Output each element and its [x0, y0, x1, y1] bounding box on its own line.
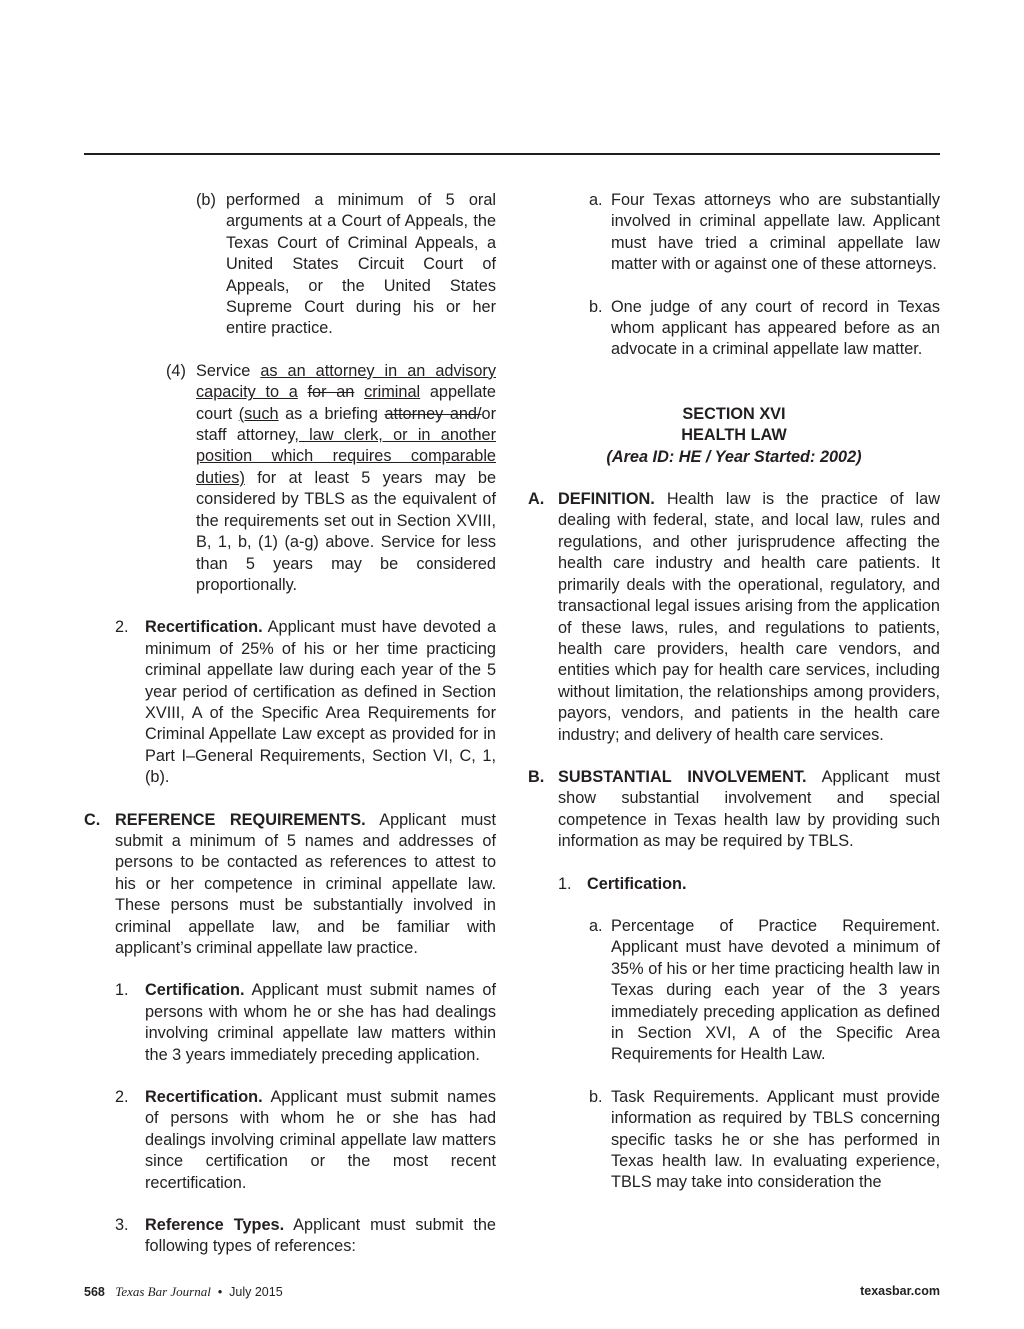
footer-left: [84, 1284, 283, 1300]
underlined-insertion: (such: [238, 404, 279, 423]
para-b-substantial-involvement: [528, 767, 940, 853]
struck-deletion: for an: [307, 383, 355, 402]
marker: (b): [196, 191, 216, 209]
para-2-recertification: [84, 617, 496, 788]
underlined-insertion: criminal: [364, 383, 421, 402]
para-text: One judge of any court of record in Texas whom applicant has appeared before as an advocate in a criminal appellate law matter.: [611, 297, 940, 359]
para-b-task-requirements: [528, 1087, 940, 1194]
footer-separator: •: [217, 1285, 223, 1299]
para-text: Percentage of Practice Requirement. Applicant must have devoted a minimum of 35% of his or her time practicing health law in Texas during each year of the 3 years immediately preceding application as defined in Section XVI, A of the Specific Area Requirements for Health Law.: [611, 916, 940, 1064]
para-text: Applicant must submit names of persons with whom he or she has had dealings involving criminal appellate law matters since certification or the most recent recertification.: [145, 1088, 496, 1192]
para-text: Applicant must submit the following types of references:: [145, 1216, 496, 1256]
para-b-one-judge: [528, 297, 940, 361]
text: as a briefing: [278, 404, 385, 423]
para-a-percentage-of-practice: [528, 916, 940, 1066]
para-title: Certification.: [145, 981, 245, 1000]
marker: 2.: [115, 618, 129, 637]
text: [354, 383, 364, 401]
para-title: Recertification.: [145, 618, 263, 637]
left-column: [84, 190, 496, 1258]
para-text: Health law is the practice of law dealing with federal, state, and local law, rules and regulations, and other jurisprudence affecting the health care industry and health care patients. It primarily deals with the operational, regulatory, and transactional legal issues arising from the application of these laws, rules, and regulations to patients, health care providers, health care vendors, and entities which pay for health care services, including without limitation, the relationships among providers, payors, vendors, and patients in the health care industry; and delivery of health care services.: [558, 490, 940, 744]
para-text: Task Requirements. Applicant must provide information as required by TBLS concerning specific tasks he or she has performed in Texas health law. In evaluating experience, TBLS may take into consideration the: [611, 1087, 940, 1192]
text: or staff attorney: [196, 404, 496, 445]
para-text: Applicant must have devoted a minimum of 25% of his or her time practicing criminal appellate law during each year of the 5 year period of certification as defined in Section XVIII, A of the Specific Area Requirements for Criminal Appellate Law except as provided for in Part I–General Requirements, Section VI, C, 1, (b).: [145, 618, 496, 787]
para-3-reference-types: [84, 1215, 496, 1258]
website-link[interactable]: texasbar.com: [860, 1284, 940, 1298]
para-1-certification: [84, 980, 496, 1066]
para-b-oral-arguments: [84, 190, 496, 340]
para-title: REFERENCE REQUIREMENTS.: [115, 810, 366, 829]
text: appellate court: [196, 383, 496, 423]
page-footer: [84, 1284, 940, 1302]
journal-name: Texas Bar Journal: [115, 1284, 211, 1299]
marker: 3.: [115, 1216, 129, 1235]
text: [298, 383, 308, 401]
marker: C.: [84, 810, 101, 829]
marker: A.: [528, 490, 545, 509]
marker: b.: [589, 1087, 603, 1106]
right-column: [528, 190, 940, 1194]
para-text: Four Texas attorneys who are substantially involved in criminal appellate law. Applicant must have tried a criminal appellate law matter with or against one of these attorneys.: [611, 191, 940, 274]
marker: 1.: [115, 981, 129, 1000]
para-text: Applicant must submit a minimum of 5 names and addresses of persons to be contacted as references to attest to his or her competence in criminal appellate law. These persons must be substantially involved in criminal appellate law, and be familiar with applicant’s criminal appellate law practice.: [115, 810, 496, 957]
marker: B.: [528, 767, 545, 786]
para-title: SUBSTANTIAL INVOLVEMENT.: [558, 767, 807, 786]
marker: (4): [166, 361, 186, 380]
para-a-four-attorneys: [528, 190, 940, 276]
section-area-id: (Area ID: HE / Year Started: 2002): [606, 447, 862, 466]
text: Service: [196, 361, 261, 380]
marker: a.: [589, 916, 603, 935]
marker: b.: [589, 297, 603, 316]
para-text: Applicant must show substantial involvement and special competence in Texas health law by providing such information as may be required by TBLS.: [558, 767, 940, 851]
text: for at least 5 years may be considered by TBLS as the equivalent of the requirements set out in Section XVIII, B, 1, b, (1) (a-g) above. Service for less than 5 years may be considered proportionally.: [196, 468, 496, 594]
section-heading: [528, 404, 940, 468]
para-text: performed a minimum of 5 oral arguments at a Court of Appeals, the Texas Court of Criminal Appeals, a United States Circuit Court of Appeals, or the United States Supreme Court during his or her entire practice.: [226, 191, 496, 338]
marker: 1.: [558, 874, 572, 893]
page-number: 568: [84, 1285, 105, 1299]
para-title: Recertification.: [145, 1088, 263, 1107]
para-title: Certification.: [587, 874, 687, 893]
marker: a.: [589, 191, 603, 209]
para-a-definition: [528, 489, 940, 746]
para-4-service: [84, 361, 496, 596]
para-2-recertification-refs: [84, 1087, 496, 1194]
para-text: Applicant must submit names of persons with whom he or she has had dealings involving criminal appellate law matters within the 3 years immediately preceding application.: [145, 981, 496, 1064]
para-title: Reference Types.: [145, 1216, 285, 1235]
header-rule: [84, 153, 940, 155]
section-title: HEALTH LAW: [681, 426, 787, 445]
underlined-insertion: as an attorney in an advisory capacity to a: [196, 361, 496, 402]
para-title: DEFINITION.: [558, 490, 655, 509]
struck-deletion: attorney and/: [384, 404, 482, 423]
issue-date: July 2015: [229, 1285, 283, 1299]
para-c-reference-requirements: [84, 810, 496, 960]
section-number: SECTION XVI: [682, 404, 786, 423]
marker: 2.: [115, 1088, 129, 1107]
para-1-certification-health: [528, 874, 940, 895]
underlined-insertion: , law clerk, or in another position which requires comparable duties): [196, 426, 496, 487]
